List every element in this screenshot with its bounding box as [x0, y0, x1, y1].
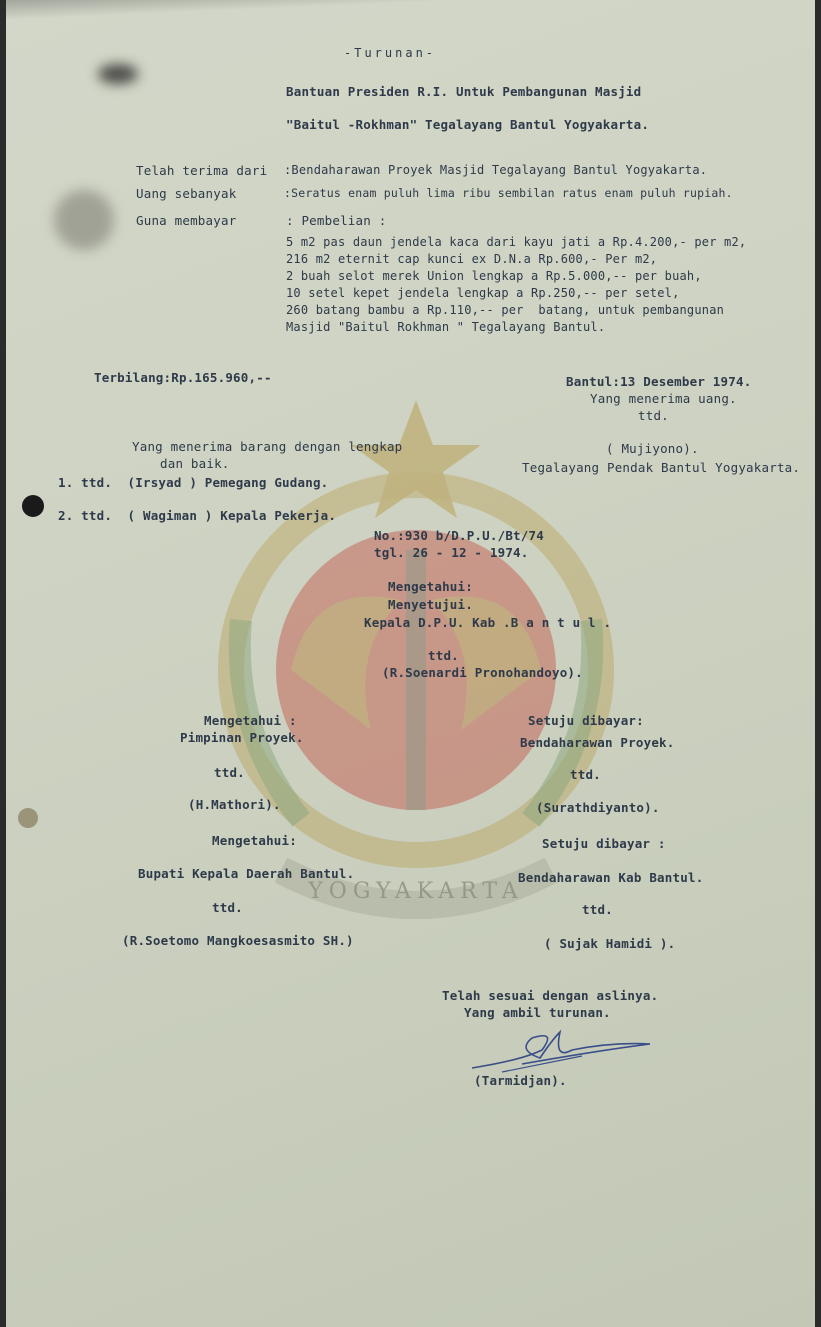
- purpose-line: Masjid "Baitul Rokhman " Tegalayang Bantul.: [286, 320, 606, 334]
- receiver-address: Tegalayang Pendak Bantul Yogyakarta.: [522, 460, 801, 475]
- ink-smudge: [98, 64, 138, 84]
- received-from-value: :Bendaharawan Proyek Masjid Tegalayang Bantul Yogyakarta.: [284, 163, 708, 177]
- turunan-label: -Turunan-: [344, 46, 437, 60]
- left-name-2: (R.Soetomo Mangkoesasmito SH.): [122, 933, 354, 948]
- goods-receiver-line2: dan baik.: [160, 456, 230, 471]
- seal-text: YOGYAKARTA: [308, 879, 524, 904]
- left-mengetahui-2: Mengetahui:: [212, 833, 297, 848]
- purpose-label: Guna membayar: [136, 213, 237, 228]
- dpu-name: (R.Soenardi Pronohandoyo).: [382, 665, 583, 680]
- purpose-line: 260 batang bambu a Rp.110,-- per batang, untuk pembangunan: [286, 303, 725, 317]
- purpose-line: 5 m2 pas daun jendela kaca dari kayu jati a Rp.4.200,- per m2,: [286, 235, 747, 249]
- dpu-mengetahui: Mengetahui:: [388, 579, 473, 594]
- title-line-1: Bantuan Presiden R.I. Untuk Pembangunan Masjid: [286, 84, 642, 99]
- punch-hole: [22, 495, 44, 517]
- purpose-line: 216 m2 eternit cap kunci ex D.N.a Rp.600,- Per m2,: [286, 252, 658, 266]
- dpu-title: Kepala D.P.U. Kab .B a n t u l .: [364, 615, 612, 630]
- receiver-name: ( Mujiyono).: [606, 441, 699, 456]
- amount-label: Uang sebanyak: [136, 186, 237, 201]
- dpu-ttd: ttd.: [428, 648, 459, 663]
- left-ttd-2: ttd.: [212, 900, 243, 915]
- right-setuju-2: Setuju dibayar :: [542, 836, 666, 851]
- right-name: (Surathdiyanto).: [536, 800, 660, 815]
- copy-name: (Tarmidjan).: [474, 1073, 567, 1088]
- handwritten-signature: [462, 1020, 662, 1080]
- left-name: (H.Mathori).: [188, 797, 281, 812]
- receiver-role: Yang menerima uang.: [590, 391, 737, 406]
- purpose-line: : Pembelian :: [286, 213, 387, 228]
- left-ttd: ttd.: [214, 765, 245, 780]
- right-role: Bendaharawan Proyek.: [520, 735, 675, 750]
- place-date: Bantul:13 Desember 1974.: [566, 374, 752, 389]
- purpose-line: 10 setel kepet jendela lengkap a Rp.250,-- per setel,: [286, 286, 680, 300]
- goods-receiver-item-2: 2. ttd. ( Wagiman ) Kepala Pekerja.: [58, 508, 337, 523]
- stain: [54, 190, 114, 250]
- right-ttd-2: ttd.: [582, 902, 613, 917]
- left-role-2: Bupati Kepala Daerah Bantul.: [138, 866, 355, 881]
- left-mengetahui: Mengetahui :: [204, 713, 297, 728]
- amount-value: :Seratus enam puluh lima ribu sembilan ratus enam puluh rupiah.: [284, 186, 733, 200]
- right-name-2: ( Sujak Hamidi ).: [544, 936, 676, 951]
- received-from-label: Telah terima dari: [136, 163, 268, 178]
- title-line-2: "Baitul -Rokhman" Tegalayang Bantul Yogyakarta.: [286, 117, 650, 132]
- page-top-shadow: [6, 0, 815, 20]
- right-ttd: ttd.: [570, 767, 601, 782]
- receiver-ttd: ttd.: [638, 408, 669, 423]
- dpu-menyetujui: Menyetujui.: [388, 597, 473, 612]
- dpu-date: tgl. 26 - 12 - 1974.: [374, 545, 529, 560]
- copy-line-1: Telah sesuai dengan aslinya.: [442, 988, 659, 1003]
- punch-hole-mark: [18, 808, 38, 828]
- goods-receiver-item-1: 1. ttd. (Irsyad ) Pemegang Gudang.: [58, 475, 329, 490]
- purpose-line: 2 buah selot merek Union lengkap a Rp.5.000,-- per buah,: [286, 269, 702, 283]
- left-role: Pimpinan Proyek.: [180, 730, 304, 745]
- goods-receiver-line1: Yang menerima barang dengan lengkap: [132, 439, 403, 454]
- terbilang-amount: Terbilang:Rp.165.960,--: [94, 370, 272, 385]
- right-setuju: Setuju dibayar:: [528, 713, 644, 728]
- dpu-number: No.:930 b/D.P.U./Bt/74: [374, 528, 544, 543]
- document-sheet: [6, 0, 815, 1327]
- right-role-2: Bendaharawan Kab Bantul.: [518, 870, 704, 885]
- copy-line-2: Yang ambil turunan.: [464, 1005, 611, 1020]
